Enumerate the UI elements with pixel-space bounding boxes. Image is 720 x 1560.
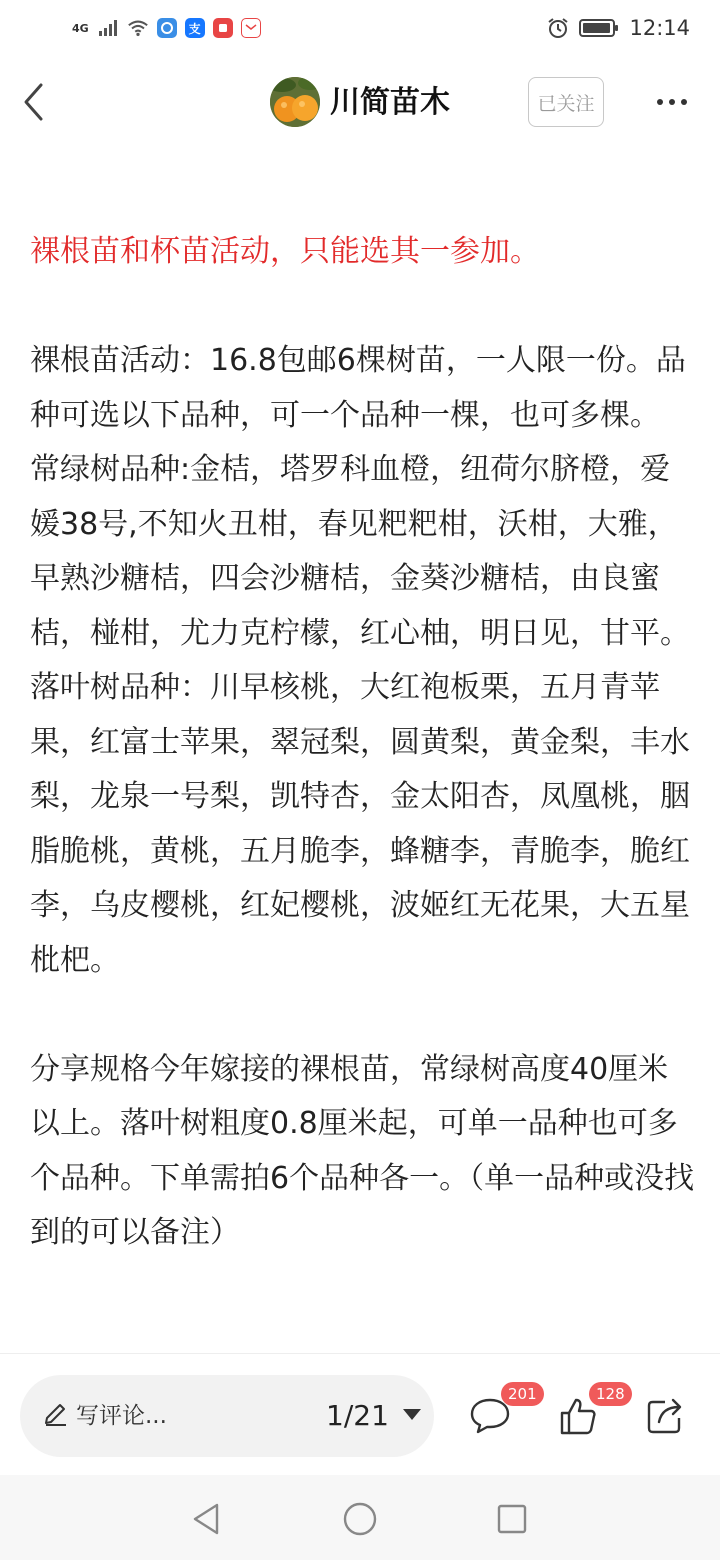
article-paragraph: 裸根苗活动：16.8包邮6棵树苗，一人限一份。品种可选以下品种，可一个品种一棵，也可多棵。 — [30, 343, 686, 433]
circle-home-icon — [342, 1501, 378, 1537]
fruit-avatar-icon — [270, 77, 320, 127]
article-paragraph: 常绿树品种:金桔，塔罗科血橙，纽荷尔脐橙，爱媛38号,不知火丑柑，春见粑粑柑，沃柑，大雅，早熟沙糖桔，四会沙糖桔，金葵沙糖桔，由良蜜桔，椪柑，尤力克柠檬，红心柚，明日见，甘平。 — [30, 452, 690, 651]
nav-recents-button[interactable] — [490, 1497, 534, 1541]
status-bar — [0, 0, 720, 56]
nav-home-button[interactable] — [338, 1497, 382, 1541]
share-button[interactable] — [640, 1391, 690, 1441]
wifi-icon — [127, 17, 149, 39]
like-count-badge: 128 — [589, 1382, 632, 1406]
weather-app-icon — [157, 18, 177, 38]
mail-app-icon — [241, 18, 261, 38]
page-indicator[interactable]: 1/21 — [326, 1399, 389, 1432]
bottom-action-bar — [0, 1353, 720, 1475]
square-recents-icon — [495, 1502, 529, 1536]
paragraph-spacer — [30, 988, 695, 1043]
back-arrow-icon — [22, 82, 44, 122]
article-paragraph: 分享规格今年嫁接的裸根苗，常绿树高度40厘米以上。落叶树粗度0.8厘米起，可单一品种也可多个品种。下单需拍6个品种各一。（单一品种或没找到的可以备注） — [30, 1051, 695, 1250]
page-title: 川简苗木 — [330, 85, 450, 120]
avatar[interactable] — [270, 77, 320, 127]
more-button[interactable] — [650, 84, 694, 120]
header — [0, 56, 720, 152]
system-nav-bar — [0, 1475, 720, 1560]
alipay-glyph: 支 — [188, 21, 201, 36]
network-type: 4G — [72, 21, 89, 35]
nav-back-button[interactable] — [184, 1497, 228, 1541]
comment-placeholder: 写评论... — [76, 1403, 167, 1429]
status-bar-left — [72, 17, 261, 39]
share-icon — [643, 1394, 687, 1438]
more-dot-icon — [669, 99, 675, 105]
article-paragraph: 落叶树品种：川早核桃，大红袍板栗，五月青苹果，红富士苹果，翠冠梨，圆黄梨，黄金梨，丰水梨，龙泉一号梨，凯特杏，金太阳杏，凤凰桃，胭脂脆桃，黄桃，五月脆李，蜂糖李，青脆李，脆红李，乌皮樱桃，红妃樱桃，波姬红无花果，大五星枇杷。 — [30, 670, 690, 978]
comment-count-badge: 201 — [501, 1382, 544, 1406]
alarm-icon — [547, 17, 569, 39]
pen-icon — [42, 1401, 68, 1431]
more-dot-icon — [657, 99, 663, 105]
signal-icon — [97, 17, 119, 39]
more-dot-icon — [681, 99, 687, 105]
paragraph-spacer — [30, 280, 695, 335]
dropdown-arrow-icon[interactable] — [403, 1409, 421, 1420]
back-button[interactable] — [16, 80, 50, 124]
status-bar-right — [547, 16, 690, 40]
article-notice: 裸根苗和杯苗活动，只能选其一参加。 — [30, 234, 540, 269]
comment-input[interactable] — [20, 1375, 434, 1457]
article-body — [30, 225, 695, 1261]
red-app-icon — [213, 18, 233, 38]
follow-button[interactable]: 已关注 — [528, 77, 604, 127]
triangle-back-icon — [190, 1501, 222, 1537]
clock: 12:14 — [629, 16, 690, 40]
alipay-icon — [185, 18, 205, 38]
battery-icon — [579, 17, 619, 39]
